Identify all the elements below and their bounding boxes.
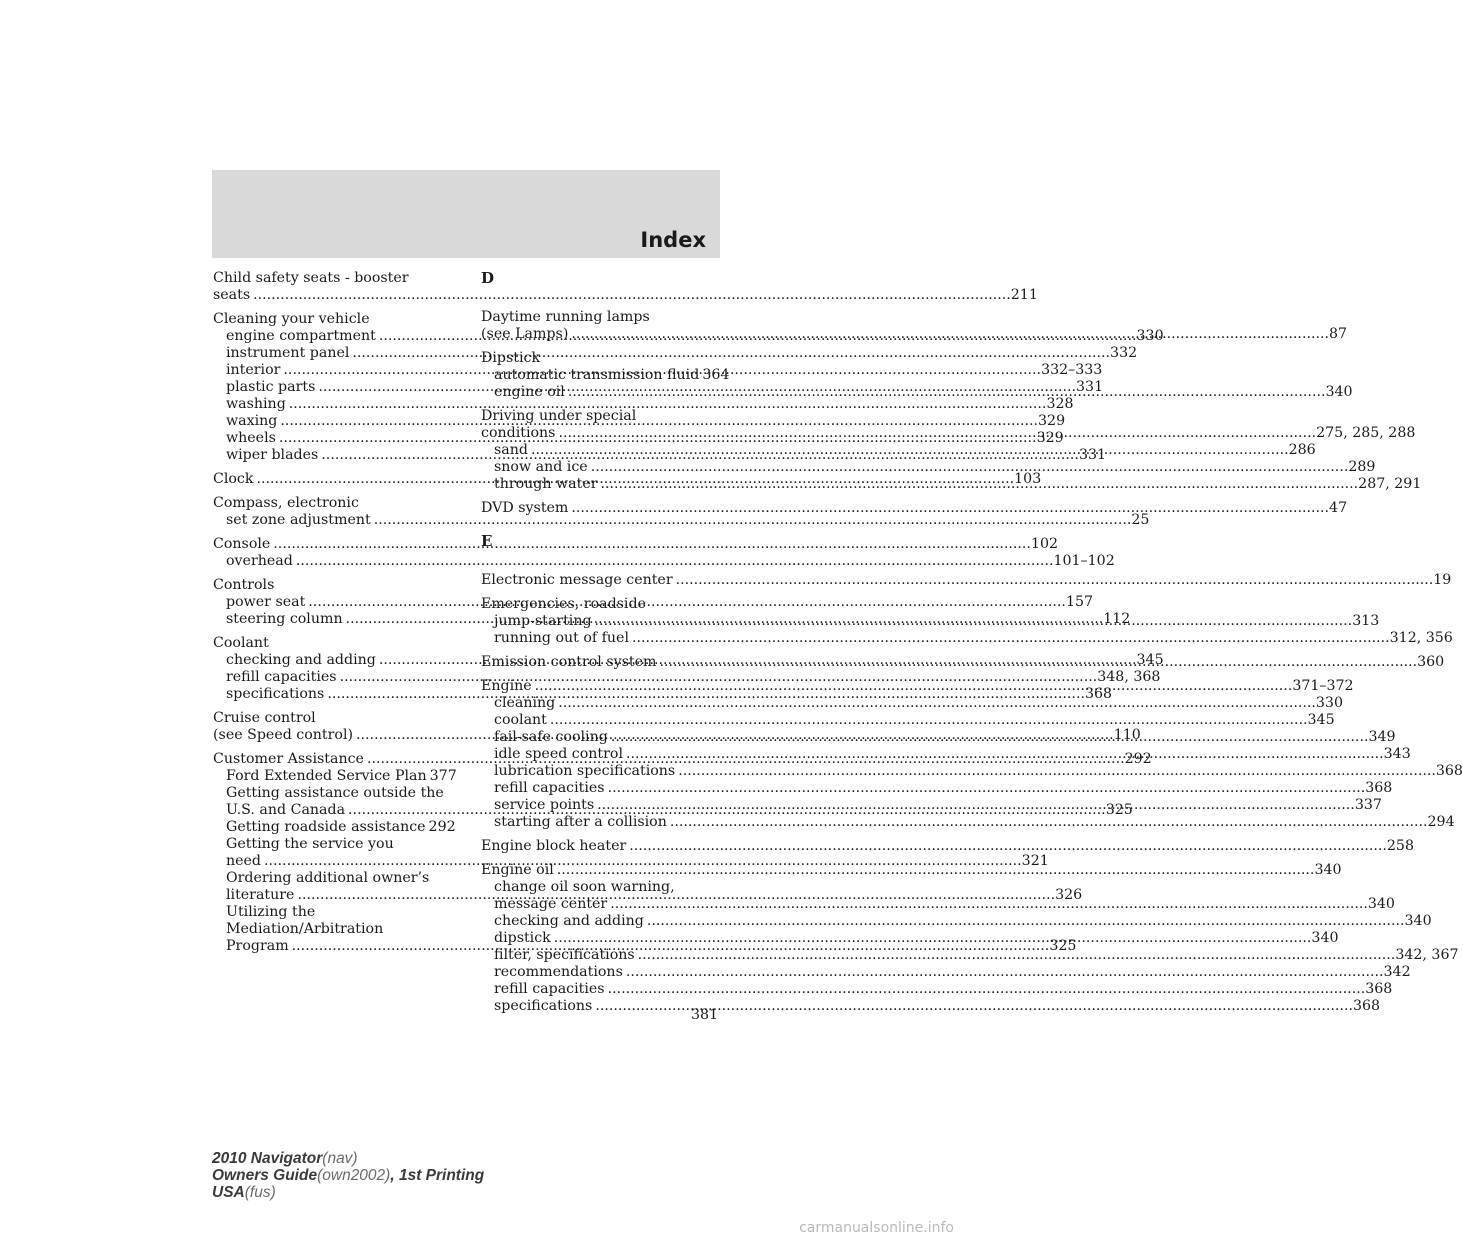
entry-text: specifications [226,686,325,702]
dot-leader [670,814,1428,831]
index-subentry [481,367,730,384]
page-reference: 371–372 [1292,678,1354,694]
entry-text: starting after a collision [494,814,667,830]
index-subentry [481,630,1453,647]
page-reference: 340 [1311,930,1339,946]
index-term [481,500,1348,517]
page-reference: 345 [1307,712,1335,728]
index-subentry [481,947,1459,964]
page-reference: 342, 367 [1395,947,1459,963]
dot-leader [571,500,1329,517]
entry-text: Daytime running lamps [481,309,650,325]
page-reference: 47 [1329,500,1348,516]
index-subentry [213,396,1074,413]
index-subentry [213,785,451,802]
page-reference: 101–102 [1053,553,1115,569]
page-reference: 342 [1383,964,1411,980]
entry-text: automatic transmission fluid [494,367,700,383]
page-reference: 326 [1055,887,1083,903]
index-subentry [213,553,1115,570]
dot-leader [535,678,1293,695]
dot-leader [591,459,1349,476]
page-reference: 368 [1084,686,1113,702]
page-reference: 340 [1314,862,1342,878]
entry-text: change oil soon warning, [494,879,675,895]
index-subentry [213,836,451,853]
page-reference: 340 [1404,913,1432,929]
index-subentry [481,913,1432,930]
page-reference: 292 [428,819,456,835]
dot-leader [531,442,1289,459]
entry-text: Emission control system [481,654,657,670]
entry-text: Engine oil [481,862,554,878]
entry-text: plastic parts [226,379,316,395]
page-reference: 294 [1427,814,1455,830]
entry-text: refill capacities [494,981,605,997]
entry-text: recommendations [494,964,623,980]
page-reference: 289 [1348,459,1376,475]
entry-text: instrument panel [226,345,350,361]
page-reference: 368 [1365,981,1393,997]
index-letter-heading: E [481,532,493,550]
entry-text: wiper blades [226,447,319,463]
entry-text: Ordering additional owner’s [226,870,430,886]
page-reference: 321 [1021,853,1049,869]
entry-text: U.S. and Canada [226,802,346,818]
dot-leader [595,613,1353,630]
dot-leader [678,763,1436,780]
entry-text: washing [226,396,286,412]
index-letter-heading: D [481,269,495,287]
page-reference: 211 [1010,287,1038,303]
page-reference: 19 [1433,572,1452,588]
page-reference: 102 [1030,536,1059,552]
index-term [481,596,719,613]
index-subentry [213,921,451,938]
index-term [481,309,719,326]
index-subentry [481,763,1463,780]
dot-leader [638,947,1396,964]
index-entry [213,536,1115,570]
page-number: 381 [691,1007,719,1023]
dot-leader [597,797,1355,814]
entry-text: conditions [481,425,556,441]
dot-leader [629,838,1387,855]
entry-text: Clock [213,471,254,487]
page-reference: 331 [1078,447,1107,463]
page-reference: 275, 285, 288 [1316,425,1416,441]
entry-text: engine oil [494,384,565,400]
entry-text: filter, specifications [494,947,635,963]
entry-text: waxing [226,413,278,429]
page-reference: 287, 291 [1358,476,1422,492]
page-reference: 110 [1113,727,1141,743]
dot-leader [352,345,1110,362]
entry-text: idle speed control [494,746,623,762]
entry-text: Getting the service you [226,836,394,852]
index-entry [213,270,1038,304]
dot-leader [610,896,1368,913]
index-subentry [213,768,457,785]
footer-market: USA [212,1184,245,1201]
entry-text: interior [226,362,281,378]
entry-text: Customer Assistance [213,751,364,767]
index-subentry [481,780,1393,797]
page-reference: 332–333 [1041,362,1103,378]
dot-leader [608,981,1366,998]
dot-leader [647,913,1405,930]
entry-text: specifications [494,998,593,1014]
index-subentry [481,814,1455,831]
entry-text: checking and adding [494,913,644,929]
entry-text: Utilizing the [226,904,316,920]
entry-text: Coolant [213,635,269,651]
page-reference: 377 [429,768,457,784]
page-reference: 329 [1036,430,1064,446]
page-reference: 368 [1435,763,1463,779]
entry-text: wheels [226,430,276,446]
page-reference: 87 [1329,326,1348,342]
entry-text: refill capacities [226,669,337,685]
entry-text: literature [226,887,295,903]
footer-printing: , 1st Printing [390,1167,485,1184]
index-subentry [481,998,1381,1015]
page-reference: 313 [1352,613,1380,629]
entry-text: steering column [226,611,343,627]
footer-guide-code: (own2002) [317,1167,391,1184]
dot-leader [611,729,1369,746]
entry-text: coolant [494,712,547,728]
entry-text: message center [494,896,608,912]
page-reference: 348, 368 [1097,669,1161,685]
dot-leader [676,572,1434,589]
entry-text: running out of fuel [494,630,629,646]
index-term [213,536,1059,553]
entry-text: Console [213,536,271,552]
site-watermark: carmanualsonline.info [799,1220,954,1236]
dot-leader [632,630,1390,647]
index-term [213,635,451,652]
index-header-band [212,170,720,258]
entry-text: engine compartment [226,328,376,344]
page-reference: 337 [1354,797,1382,813]
index-subentry [213,870,451,887]
entry-text: through water [494,476,598,492]
page-reference: 325 [1105,802,1133,818]
dot-leader [626,746,1384,763]
page-reference: 112 [1103,611,1131,627]
footer-market-code: (fus) [244,1184,276,1201]
footer-guide: Owners Guide [212,1167,318,1184]
entry-text: Emergencies, roadside [481,596,646,612]
entry-text: overhead [226,553,293,569]
footer-model: 2010 Navigator [212,1150,323,1167]
entry-text: jump-starting [494,613,592,629]
entry-text: sand [494,442,528,458]
page-reference: 258 [1386,838,1414,854]
entry-text: checking and adding [226,652,376,668]
page-reference: 364 [702,367,730,383]
entry-text: Dipstick [481,350,541,366]
page-reference: 329 [1038,413,1066,429]
entry-text: power seat [226,594,306,610]
index-term [213,577,451,594]
index-entry [481,838,1414,855]
dot-leader [550,712,1308,729]
index-term [213,270,451,287]
index-subentry [481,879,719,896]
index-subentry [213,819,456,836]
page-reference: 368 [1352,998,1381,1014]
index-term [481,350,719,367]
index-subentry [213,904,451,921]
index-term [481,862,1342,879]
entry-text: need [226,853,262,869]
entry-text: Cleaning your vehicle [213,311,370,327]
dot-leader [626,964,1384,981]
page-reference: 325 [1049,938,1077,954]
section-title: Index [640,228,706,252]
entry-text: Electronic message center [481,572,673,588]
page-reference: 340 [1367,896,1395,912]
entry-text: (see Speed control) [213,727,354,743]
page-reference: 328 [1046,396,1074,412]
entry-text: Engine [481,678,532,694]
entry-text: Child safety seats - booster [213,270,409,286]
index-subentry [481,964,1411,981]
entry-text: snow and ice [494,459,588,475]
page-reference: 360 [1417,654,1445,670]
entry-text: service points [494,797,595,813]
index-subentry [481,695,1343,712]
entry-text: Cruise control [213,710,316,726]
index-subentry [481,896,1395,913]
index-term [213,287,1038,304]
entry-text: dipstick [494,930,551,946]
dot-leader [608,780,1366,797]
entry-text: seats [213,287,251,303]
index-subentry [213,512,1150,529]
entry-text: refill capacities [494,780,605,796]
dot-leader [659,654,1417,671]
page-reference: 312, 356 [1389,630,1453,646]
entry-text: Getting assistance outside the [226,785,444,801]
page-reference: 343 [1383,746,1411,762]
entry-text: fail-safe cooling [494,729,608,745]
page-reference: 332 [1110,345,1138,361]
page-reference: 330 [1315,695,1343,711]
entry-text: Ford Extended Service Plan [226,768,427,784]
entry-text: Mediation/Arbitration [226,921,384,937]
index-entry [481,500,1348,517]
dot-leader [571,326,1329,343]
dot-leader [557,862,1315,879]
dot-leader [568,384,1326,401]
entry-text: Engine block heater [481,838,627,854]
index-term [213,495,451,512]
index-term [213,710,451,727]
dot-leader [558,695,1316,712]
index-term [213,311,451,328]
entry-text: DVD system [481,500,569,516]
page-reference: 330 [1136,328,1164,344]
entry-text: lubrication specifications [494,763,676,779]
entry-text: Compass, electronic [213,495,359,511]
index-term [481,838,1414,855]
entry-text: set zone adjustment [226,512,371,528]
dot-leader [558,425,1316,442]
page-reference: 292 [1124,751,1152,767]
entry-text: (see Lamps) [481,326,569,342]
index-subentry [481,712,1335,729]
entry-text: Program [226,938,289,954]
page-reference: 368 [1365,780,1393,796]
index-subentry [481,981,1393,998]
index-subentry [481,459,1376,476]
page-reference: 157 [1065,594,1094,610]
entry-text: cleaning [494,695,556,711]
dot-leader [601,476,1359,493]
page-reference: 286 [1288,442,1316,458]
print-footer [212,1150,484,1201]
footer-model-code: (nav) [322,1150,358,1167]
entry-text: Controls [213,577,275,593]
page-reference: 331 [1076,379,1104,395]
index-entry [481,572,1452,589]
page-reference: 103 [1014,471,1042,487]
page-reference: 340 [1325,384,1353,400]
page-reference: 345 [1136,652,1164,668]
index-term [481,408,719,425]
dot-leader [554,930,1312,947]
entry-text: Getting roadside assistance [226,819,426,835]
index-term [481,572,1452,589]
page-reference: 25 [1131,512,1150,528]
page-reference: 349 [1368,729,1396,745]
entry-text: Driving under special [481,408,637,424]
